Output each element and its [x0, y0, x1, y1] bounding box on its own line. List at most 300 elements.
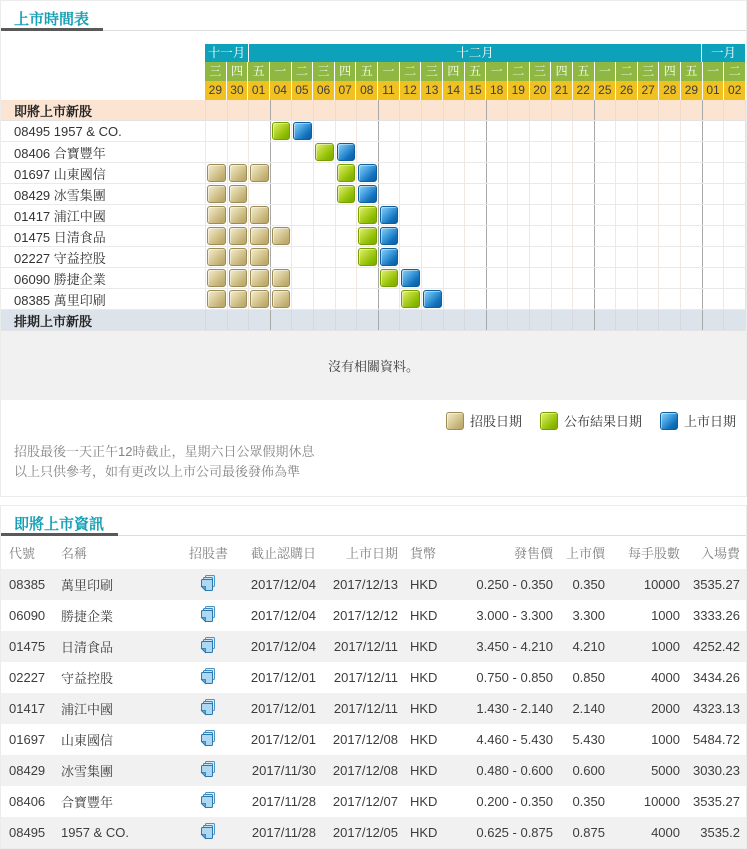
table-row — [1, 724, 746, 755]
no-data-message: 沒有相關資料。 — [1, 331, 746, 400]
gantt-cell — [313, 163, 335, 183]
gantt-cell — [551, 121, 573, 141]
gantt-cell — [464, 163, 486, 183]
gantt-cell — [270, 289, 292, 309]
offer-date-block — [207, 164, 226, 182]
weekday-header-cell: 一 — [485, 62, 507, 81]
gantt-cell — [464, 226, 486, 246]
table-row — [1, 662, 746, 693]
gantt-cell — [399, 100, 421, 120]
cell-code: 08385 — [9, 577, 46, 592]
gantt-stock-row — [1, 268, 746, 289]
cell-ldate: 2017/12/13 — [332, 577, 398, 592]
result-date-block — [380, 269, 399, 287]
date-header-cell: 25 — [594, 81, 616, 100]
gantt-cell — [313, 142, 335, 162]
listing-info-title-bar — [1, 506, 746, 536]
gantt-cell — [551, 142, 573, 162]
gantt-cell — [335, 142, 357, 162]
weekday-header-cell: 五 — [680, 62, 702, 81]
gantt-cell — [291, 100, 313, 120]
date-header-cell: 07 — [334, 81, 356, 100]
gantt-cell — [270, 226, 292, 246]
offer-date-block — [250, 248, 269, 266]
prospectus-document-icon[interactable] — [200, 637, 217, 654]
gantt-cell — [335, 226, 357, 246]
gantt-cell — [421, 289, 443, 309]
offer-date-block — [272, 290, 291, 308]
gantt-cell — [723, 226, 745, 246]
gantt-cell — [378, 310, 400, 330]
gantt-cell — [702, 268, 724, 288]
gantt-cell — [421, 226, 443, 246]
prospectus-document-icon[interactable] — [200, 761, 217, 778]
gantt-cell — [356, 226, 378, 246]
offer-date-block — [250, 227, 269, 245]
gantt-cell — [291, 205, 313, 225]
gantt-cell — [486, 268, 508, 288]
gantt-cell — [464, 310, 486, 330]
gantt-cell — [421, 100, 443, 120]
gantt-cell — [658, 205, 680, 225]
gantt-cell — [658, 100, 680, 120]
gantt-cell — [378, 247, 400, 267]
gantt-cell — [335, 268, 357, 288]
gantt-cell — [399, 289, 421, 309]
gantt-cell — [205, 142, 227, 162]
cell-name: 山東國信 — [61, 733, 114, 748]
cell-lot: 4000 — [651, 670, 680, 685]
prospectus-cell — [186, 575, 231, 595]
result-date-block — [315, 143, 334, 161]
prospectus-document-icon[interactable] — [200, 668, 217, 685]
cell-fee: 5484.72 — [693, 732, 740, 747]
gantt-cell — [356, 142, 378, 162]
gantt-cell — [572, 205, 594, 225]
gantt-date-row — [1, 81, 746, 100]
gantt-cell — [205, 289, 227, 309]
offer-date-block — [207, 227, 226, 245]
section-upcoming-new-stocks — [1, 100, 746, 121]
gantt-cell — [443, 205, 465, 225]
weekday-header-cell: 二 — [615, 62, 637, 81]
gantt-cell — [313, 121, 335, 141]
gantt-cell — [356, 205, 378, 225]
gantt-cell — [270, 100, 292, 120]
month-header-cell: 十一月 — [205, 44, 249, 62]
gantt-cell — [529, 226, 551, 246]
gantt-cell — [464, 121, 486, 141]
gantt-cell — [205, 268, 227, 288]
cell-lprice: 0.875 — [572, 825, 605, 840]
gantt-cell — [378, 268, 400, 288]
gantt-cell — [680, 121, 702, 141]
date-header-cell: 01 — [702, 81, 724, 100]
gantt-cell — [227, 226, 249, 246]
col-header-listing-price: 上市價 — [565, 546, 605, 561]
result-date-block — [337, 185, 356, 203]
gantt-cell — [723, 205, 745, 225]
weekday-header-cell: 四 — [550, 62, 572, 81]
gantt-cell — [486, 310, 508, 330]
month-header-cell: 一月 — [702, 44, 745, 62]
gantt-cell — [443, 142, 465, 162]
gantt-cell — [399, 268, 421, 288]
date-header-cell: 20 — [529, 81, 551, 100]
cell-deadline: 2017/11/28 — [251, 825, 316, 840]
legend-item-result — [540, 411, 642, 430]
result-date-block — [337, 164, 356, 182]
offer-date-block — [250, 164, 269, 182]
cell-code: 08495 — [9, 825, 46, 840]
listing-date-block — [293, 122, 312, 140]
cell-deadline: 2017/12/01 — [250, 670, 316, 685]
gantt-cell — [594, 184, 616, 204]
gantt-cell — [680, 247, 702, 267]
gantt-cell — [270, 184, 292, 204]
offer-date-block — [229, 227, 248, 245]
table-row — [1, 755, 746, 786]
listing-info-table — [1, 536, 746, 848]
cell-deadline: 2017/12/01 — [250, 732, 316, 747]
gantt-cell — [551, 268, 573, 288]
table-row — [1, 786, 746, 817]
offer-date-block — [229, 185, 248, 203]
gantt-stock-label: 08406 合寶豐年 — [14, 145, 106, 161]
gantt-cell — [702, 163, 724, 183]
weekday-header-grid — [205, 62, 746, 81]
cell-code: 08406 — [9, 794, 46, 809]
gantt-cell — [205, 310, 227, 330]
cell-name: 冰雪集團 — [61, 764, 114, 779]
gantt-cell — [227, 247, 249, 267]
result-date-block — [272, 122, 291, 140]
gantt-cell — [313, 247, 335, 267]
date-header-grid — [205, 81, 746, 100]
offer-date-block — [272, 269, 291, 287]
cell-deadline: 2017/11/30 — [251, 763, 316, 778]
weekday-header-cell: 三 — [312, 62, 334, 81]
listing-date-block — [358, 185, 377, 203]
cell-lot: 4000 — [651, 825, 680, 840]
gantt-cell — [443, 121, 465, 141]
listing-date-block — [380, 248, 399, 266]
offer-date-block — [229, 206, 248, 224]
gantt-cell — [572, 310, 594, 330]
gantt-cell — [594, 226, 616, 246]
gantt-cell — [443, 289, 465, 309]
cell-cur: HKD — [410, 825, 438, 840]
prospectus-cell — [186, 730, 231, 750]
gantt-cell — [702, 289, 724, 309]
listing-date-block — [380, 227, 399, 245]
weekday-header-cell: 四 — [226, 62, 248, 81]
gantt-cell — [723, 163, 745, 183]
date-header-cell: 05 — [291, 81, 313, 100]
weekday-header-cell: 五 — [572, 62, 594, 81]
gantt-cell — [421, 121, 443, 141]
gantt-cell — [594, 142, 616, 162]
prospectus-document-icon[interactable] — [200, 575, 217, 592]
listing-info-title: 即將上市資訊 — [1, 506, 118, 536]
cell-fee: 3030.23 — [693, 763, 740, 778]
gantt-cell — [464, 289, 486, 309]
date-header-cell: 29 — [680, 81, 702, 100]
date-header-cell: 08 — [355, 81, 377, 100]
gantt-cell — [205, 205, 227, 225]
cell-lprice: 5.430 — [572, 732, 605, 747]
cell-fee: 3535.27 — [693, 577, 740, 592]
gantt-cell — [399, 121, 421, 141]
gantt-cell — [335, 310, 357, 330]
section-upcoming-label: 即將上市新股 — [14, 103, 93, 119]
gantt-cell — [335, 121, 357, 141]
cell-lot: 5000 — [651, 763, 680, 778]
gantt-cell — [637, 121, 659, 141]
gantt-cell — [615, 142, 637, 162]
prospectus-document-icon[interactable] — [200, 730, 217, 747]
table-row — [1, 569, 746, 600]
date-header-cell: 28 — [658, 81, 680, 100]
cell-name: 日清食品 — [61, 640, 114, 655]
gantt-cell — [313, 100, 335, 120]
gantt-cell — [615, 121, 637, 141]
gantt-cell — [313, 268, 335, 288]
gantt-stock-row — [1, 247, 746, 268]
gantt-cell — [464, 142, 486, 162]
gantt-stock-row — [1, 184, 746, 205]
gantt-stock-label: 01475 日清食品 — [14, 229, 106, 245]
gantt-cell — [637, 100, 659, 120]
gantt-cell — [313, 310, 335, 330]
gantt-cell — [443, 184, 465, 204]
prospectus-document-icon[interactable] — [200, 606, 217, 623]
gantt-cell — [680, 226, 702, 246]
gantt-cell — [680, 205, 702, 225]
date-header-cell: 13 — [420, 81, 442, 100]
gantt-cell — [658, 142, 680, 162]
gantt-cell — [248, 289, 270, 309]
gantt-cell — [572, 142, 594, 162]
gantt-cell — [356, 121, 378, 141]
gantt-stock-label: 01697 山東國信 — [14, 166, 106, 182]
gantt-cell — [205, 100, 227, 120]
weekday-header-cell: 二 — [723, 62, 745, 81]
gantt-cell — [702, 142, 724, 162]
gantt-legend — [1, 400, 746, 430]
gantt-cell — [615, 100, 637, 120]
gantt-cell — [615, 247, 637, 267]
prospectus-document-icon[interactable] — [200, 699, 217, 716]
gantt-cell — [248, 163, 270, 183]
cell-name: 勝捷企業 — [61, 609, 114, 624]
gantt-stock-row — [1, 163, 746, 184]
cell-cur: HKD — [410, 608, 438, 623]
gantt-cell — [702, 247, 724, 267]
gantt-cell — [486, 184, 508, 204]
gantt-cell — [658, 310, 680, 330]
gantt-cell — [637, 163, 659, 183]
gantt-cell — [507, 205, 529, 225]
gantt-cell — [680, 289, 702, 309]
gantt-cell — [399, 247, 421, 267]
cell-code: 01697 — [9, 732, 46, 747]
gantt-cell — [594, 268, 616, 288]
weekday-header-cell: 三 — [420, 62, 442, 81]
gantt-cell — [529, 142, 551, 162]
timetable-title-bar — [1, 1, 746, 31]
gantt-cell — [399, 163, 421, 183]
cell-cur: HKD — [410, 639, 438, 654]
gantt-cell — [356, 310, 378, 330]
gantt-cell — [378, 205, 400, 225]
gantt-cell — [507, 142, 529, 162]
gantt-cell — [615, 184, 637, 204]
listing-info-panel — [0, 505, 747, 849]
gantt-cell — [291, 226, 313, 246]
month-header-grid — [205, 44, 746, 62]
gantt-cell — [443, 163, 465, 183]
prospectus-cell — [186, 699, 231, 719]
cell-lprice: 2.140 — [572, 701, 605, 716]
cell-ldate: 2017/12/11 — [333, 639, 398, 654]
gantt-cell — [464, 184, 486, 204]
gantt-cell — [486, 100, 508, 120]
weekday-header-cell: 一 — [269, 62, 291, 81]
cell-lot: 2000 — [651, 701, 680, 716]
gantt-cell — [335, 100, 357, 120]
cell-code: 08429 — [9, 763, 46, 778]
col-header-lot-size: 每手股數 — [627, 546, 680, 561]
gantt-cell — [529, 163, 551, 183]
offer-date-block — [207, 206, 226, 224]
cell-ldate: 2017/12/08 — [332, 763, 398, 778]
gantt-cell — [680, 310, 702, 330]
cell-name: 萬里印刷 — [61, 578, 114, 593]
gantt-cell — [313, 184, 335, 204]
gantt-cell — [637, 226, 659, 246]
cell-ldate: 2017/12/11 — [333, 670, 398, 685]
weekday-header-cell: 三 — [529, 62, 551, 81]
prospectus-cell — [186, 823, 231, 843]
cell-lprice: 3.300 — [572, 608, 605, 623]
gantt-cell — [572, 289, 594, 309]
gantt-cell — [486, 226, 508, 246]
gantt-cell — [594, 121, 616, 141]
offer-date-block — [229, 164, 248, 182]
prospectus-cell — [186, 668, 231, 688]
cell-ldate: 2017/12/07 — [332, 794, 398, 809]
gantt-cell — [248, 268, 270, 288]
date-header-cell: 11 — [377, 81, 399, 100]
cell-name: 浦江中國 — [61, 702, 114, 717]
gantt-cell — [572, 184, 594, 204]
cell-ldate: 2017/12/05 — [332, 825, 398, 840]
gantt-cell — [507, 310, 529, 330]
gantt-cell — [313, 205, 335, 225]
gantt-cell — [572, 226, 594, 246]
gantt-cell — [551, 100, 573, 120]
gantt-cell — [291, 289, 313, 309]
listing-timetable-gantt — [1, 44, 746, 400]
gantt-cell — [486, 205, 508, 225]
gantt-cell — [313, 289, 335, 309]
gantt-cell — [227, 310, 249, 330]
gantt-cell — [227, 184, 249, 204]
offer-date-block — [207, 248, 226, 266]
gantt-cell — [529, 247, 551, 267]
gantt-cell — [464, 247, 486, 267]
gantt-cell — [270, 310, 292, 330]
gantt-cell — [378, 163, 400, 183]
gantt-stock-row — [1, 142, 746, 163]
gantt-cell — [702, 121, 724, 141]
legend-item-offer — [446, 411, 522, 430]
gantt-cell — [378, 289, 400, 309]
gantt-cell — [227, 163, 249, 183]
date-header-cell: 12 — [399, 81, 421, 100]
gantt-cell — [637, 184, 659, 204]
gantt-cell — [356, 268, 378, 288]
prospectus-document-icon[interactable] — [200, 823, 217, 840]
result-date-block — [358, 206, 377, 224]
offer-date-block — [229, 269, 248, 287]
gantt-cell — [551, 184, 573, 204]
gantt-cell — [443, 268, 465, 288]
gantt-cell — [572, 163, 594, 183]
cell-offer: 4.460 - 5.430 — [476, 732, 553, 747]
gantt-stock-row — [1, 121, 746, 142]
listing-date-block — [380, 206, 399, 224]
date-header-cell: 29 — [205, 81, 226, 100]
section-scheduled-new-stocks — [1, 310, 746, 331]
offer-date-block — [250, 290, 269, 308]
prospectus-cell — [186, 761, 231, 781]
gantt-cell — [227, 121, 249, 141]
gantt-weekday-row — [1, 62, 746, 81]
gantt-cell — [572, 247, 594, 267]
gantt-cell — [702, 310, 724, 330]
table-row — [1, 631, 746, 662]
listing-date-block — [337, 143, 356, 161]
gantt-cell — [615, 310, 637, 330]
cell-name: 1957 & CO. — [61, 825, 129, 840]
gantt-cell — [529, 310, 551, 330]
gantt-cell — [227, 289, 249, 309]
gantt-stock-label: 06090 勝捷企業 — [14, 271, 106, 287]
gantt-cell — [248, 310, 270, 330]
weekday-header-cell: 五 — [247, 62, 269, 81]
gantt-cell — [507, 226, 529, 246]
gantt-cell — [421, 184, 443, 204]
cell-lprice: 0.850 — [572, 670, 605, 685]
date-header-cell: 26 — [615, 81, 637, 100]
gantt-cell — [248, 100, 270, 120]
prospectus-cell — [186, 637, 231, 657]
gantt-cell — [594, 163, 616, 183]
cell-offer: 3.450 - 4.210 — [476, 639, 553, 654]
gantt-cell — [615, 205, 637, 225]
gantt-cell — [486, 142, 508, 162]
date-header-cell: 04 — [269, 81, 291, 100]
gantt-cell — [615, 268, 637, 288]
prospectus-document-icon[interactable] — [200, 792, 217, 809]
gantt-month-row — [1, 44, 746, 62]
gantt-cell — [658, 121, 680, 141]
legend-label: 公布結果日期 — [563, 414, 642, 429]
table-header-row — [1, 536, 746, 569]
gantt-cell — [464, 205, 486, 225]
